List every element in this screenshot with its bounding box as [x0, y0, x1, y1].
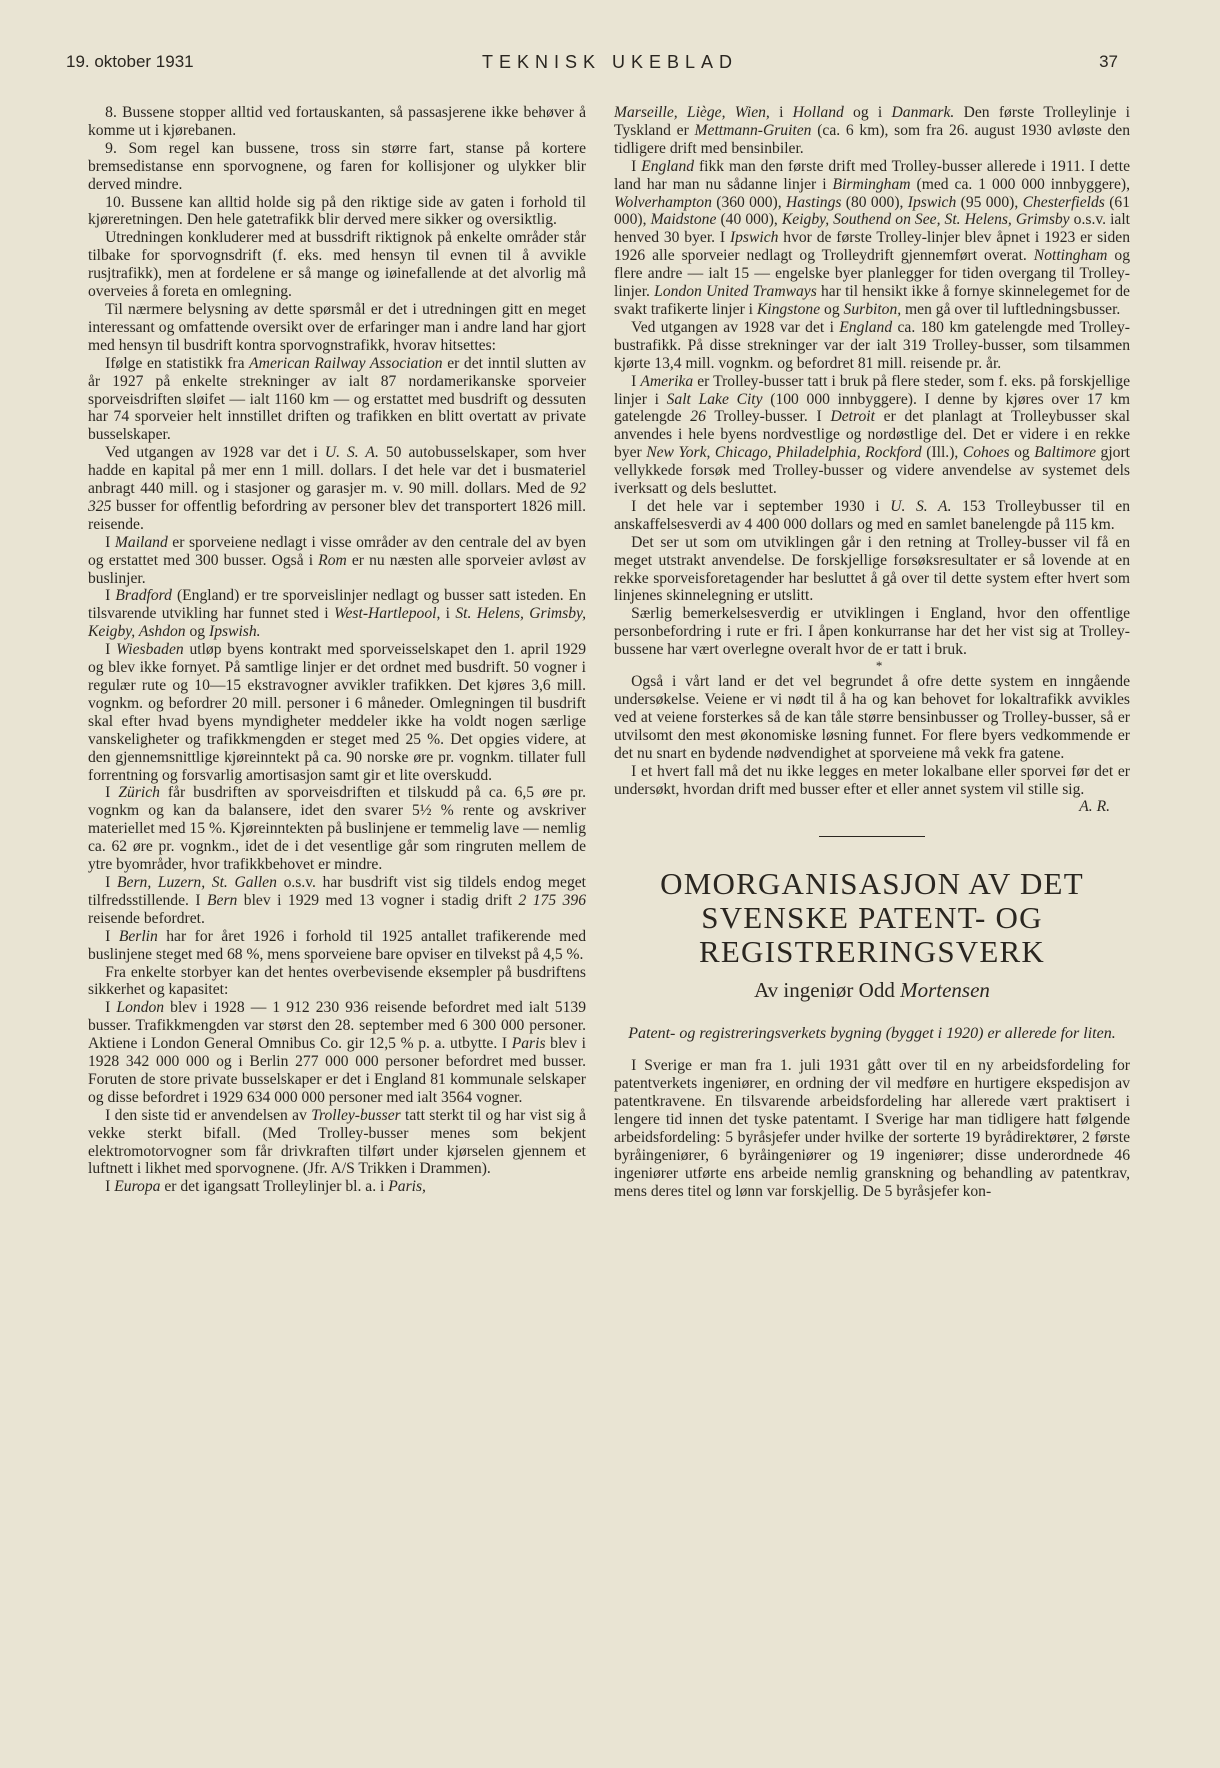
paragraph: Ved utgangen av 1928 var det i U. S. A. 50 autobusselskaper, som hver hadde en kapital på mer enn 1 mill. dollars. I det hele var det i busmateriel anbragt 440 mill. og i stasjoner og garasjer m. v. 90 mill. dollars. Med de 92 325 busser for offentlig befordring av personer blev det transportert 1826 mill. reisende. — [88, 444, 586, 533]
paragraph: I Wiesbaden utløp byens kontrakt med sporveisselskapet den 1. april 1929 og blev ikke fornyet. På samtlige linjer er det ordnet med busdrift. 50 vogner i regulær rute og 10—15 ekstravogner avvikler trafikken. Det kjøres 3,6 mill. vognkm. og befordrer 20 mill. personer i 6 måneder. Omlegningen til busdrift skal efter hvad byens myndigheter meddeler ikke ha voldt nogen særlige vanskeligheter og trafikkmengden er steget med 25 %. Det opgies videre, at den gjennemsnittlige kjøreinntekt på ca. 90 norske øre pr. vognkm. tillater full forrentning og forsvarlig amortisasjon samt gir et lite overskudd. — [88, 641, 586, 784]
paragraph: 9. Som regel kan bussene, tross sin større fart, stanse på kortere bremsedistanse enn sporvognene, og faren for kollisjoner og ulykker blir derved mindre. — [88, 139, 586, 193]
paragraph: I London blev i 1928 — 1 912 230 936 reisende befordret med ialt 5139 busser. Trafikkmengden var størst den 28. september med 6 300 000 personer. Aktiene i London General Omnibus Co. gir 12,5 % p. a. utbytte. I Paris blev i 1928 342 000 000 og i Berlin 277 000 000 personer befordret med busser. Foruten de store private busselskaper er det i England 81 kommunale selskaper og disse befordret i 1929 634 000 000 personer med ialt 3564 vogner. — [88, 999, 586, 1106]
paragraph: I Sverige er man fra 1. juli 1931 gått over til en ny arbeidsfordeling for patentverkets ingeniører, en ordning der vil medføre en hurtigere ekspedisjon av patentkravene. En tilsvarende arbeidsfordeling har allerede vært praktisert i lengere tid innen det tyske patentamt. I Sverige har man tidligere hatt følgende arbeidsfordeling: 5 byråsjefer under hvilke der sorterte 19 byrådirektører, 2 første byråingeniører, 6 byråingeniører og 19 ingeniører; disse underordnede 46 ingeniører utførte ens arbeide nemlig granskning og behandling av patentkrav, mens deres titel og lønn var forskjellig. De 5 byråsjefer kon- — [614, 1057, 1130, 1200]
paragraph: I Amerika er Trolley-busser tatt i bruk på flere steder, som f. eks. på forskjellige linjer i Salt Lake City (100 000 innbyggere). I denne by kjøres over 17 km gatelengde 26 Trolley-busser. I Detroit er det planlagt at Trolleybusser skal anvendes i hele byens nordvestlige og nordøstlige del. Det er videre i en rekke byer New York, Chicago, Philadelphia, Rockford (Ill.), Cohoes og Baltimore gjort vellykkede forsøk med Trolley-busser og videre anvendelse av systemet dels iverksatt og dels besluttet. — [614, 372, 1131, 498]
journal-title: TEKNISK UKEBLAD — [481, 52, 739, 72]
paragraph: 8. Bussene stopper alltid ved fortauskanten, så passasjerene ikke behøver å komme ut i kjørebanen. — [88, 104, 586, 139]
article-headline: OMORGANISASJON AV DET SVENSKE PATENT- OG REGISTRERINGSVERK — [660, 866, 1084, 970]
divider-rule — [819, 836, 925, 837]
page-header — [0, 52, 1220, 82]
paragraph: Ifølge en statistikk fra American Railway Association er det inntil slutten av år 1927 på enkelte strekninger av ialt 87 nordamerikanske sporveier sporveisdriften sløifet — ialt 1160 km — og erstattet med busdrift og dessuten har 74 sporveier helt innstillet driften og trafikken en blitt overtatt av private busselskaper. — [88, 354, 587, 444]
paragraph: I den siste tid er anvendelsen av Trolley-busser tatt sterkt til og har vist sig å vekke sterkt bifall. (Med Trolley-busser menes som bekjent elektromotorvogner som får drivkraften tilført under kjørselen gjennem et luftnett i likhet med sporvognene. (Jfr. A/S Trikken i Drammen). — [88, 1106, 586, 1178]
paragraph: Også i vårt land er det vel begrundet å ofre dette system en inngående undersøkelse. Veiene er vi nødt til å ha og kan behovet for lokaltrafikk avvikles ved at veiene forsterkes så de kan tåle større bensinbusser og Trolley-busser, så er utvilsomt den mest økonomiske løsning funnet. For flere byers vedkommende er det nu snart en bydende nødvendighet at sporveiene må vekk fra gatene. — [614, 673, 1130, 762]
paragraph: I Europa er det igangsatt Trolleylinjer bl. a. i Paris, — [105, 1178, 426, 1196]
paragraph: Det ser ut som om utviklingen går i den retning at Trolley-busser vil få en meget utstrakt anvendelse. De forskjellige forsøksresultater er så lovende at en rekke sporveisforetagender har besluttet å gå over til dette system efter hvert som linjenes skinnelegning er utslitt. — [614, 533, 1130, 605]
paragraph: I det hele var i september 1930 i U. S. A. 153 Trolleybusser til en anskaffelsesverdi av 4 400 000 dollars og med en samlet banelengde på 115 km. — [614, 497, 1130, 533]
paragraph: Marseille, Liège, Wien, i Holland og i Danmark. Den første Trolleylinje i Tyskland er Mettmann-Gruiten (ca. 6 km), som fra 26. august 1930 avløste den tidligere drift med bensinbiler. — [614, 104, 1130, 157]
paragraph: I Berlin har for året 1926 i forhold til 1925 antallet trafikerende med buslinjene steget med 68 %, mens sporveiene bare opviser en tilvekst på 4,5 %. — [88, 927, 586, 963]
paragraph: Ved utgangen av 1928 var det i England ca. 180 km gatelengde med Trolley-bustrafikk. På disse strekninger var der ialt 319 Trolley-busser, som tilsammen kjørte 13,4 mill. vognkm. og befordret 81 mill. reisende pr. år. — [614, 318, 1130, 372]
paragraph: I et hvert fall må det nu ikke legges en meter lokalbane eller sporvei før det er undersøkt, hvordan drift med busser efter et eller annet system vil stille sig. — [614, 762, 1130, 798]
right-column — [614, 104, 1130, 1201]
left-column — [88, 104, 586, 1196]
paragraph: Utredningen konkluderer med at bussdrift riktignok på enkelte områder står tilbake for sporvognsdrift (f. eks. med hensyn til evnen til å avvikle rusjtrafikk), men at fordelene er så mange og iøinefallende at det alvorlig må overveies å foreta en omlegning. — [88, 229, 586, 301]
paragraph: I England fikk man den første drift med Trolley-busser allerede i 1911. I dette land har man nu sådanne linjer i Birmingham (med ca. 1 000 000 innbyggere), Wolverhampton (360 000), Hastings (80 000), Ipswich (95 000), Chesterfields (61 000), Maidstone (40 000), Keigby, Southend on See, St. Helens, Grimsby o.s.v. ialt henved 30 byer. I Ipswich hvor de første Trolley-linjer blev åpnet i 1923 er siden 1926 alle sporveier nedlagt og Trolleydrift gjennemført overat. Nottingham og flere andre — ialt 15 — engelske byer planlegger for tiden overgang til Trolley-linjer. London United Tramways har til hensikt ikke å fornye skinnelegemet for de svakt trafikerte linjer i Kingstone og Surbiton, men gå over til luftledningsbusser. — [614, 157, 1131, 318]
section-separator-asterisk: * — [875, 658, 883, 674]
paragraph: I Zürich får busdriften av sporveisdriften et tilskudd på ca. 6,5 øre pr. vognkm og kan da balansere, idet den svarer 5½ % rente og avskriver materiellet med 15 %. Kjøreinntekten på buslinjene er temmelig lave — nemlig ca. 62 øre pr. vognkm., idet de i det vesentlige går som ringruten mellem de ytre byområder, hvor trafikkbehovet er mindre. — [88, 784, 586, 874]
paragraph: Særlig bemerkelsesverdig er utviklingen i England, hvor den offentlige personbefordring i rute er fri. I åpen konkurranse har det her vist sig at Trolley-bussene har vært overlegne overalt hvor de er tatt i bruk. — [614, 605, 1130, 659]
figure-caption: Patent- og registreringsverkets bygning (bygget i 1920) er allerede for liten. — [628, 1025, 1116, 1043]
paragraph: 10. Bussene kan alltid holde sig på den riktige side av gaten i forhold til kjøreretningen. Den hele gatetrafikk blir derved mere sikker og oversiktlig. — [88, 193, 586, 229]
paragraph: I Mailand er sporveiene nedlagt i visse områder av den centrale del av byen og erstattet med 300 busser. Også i Rom er nu næsten alle sporveier avløst av buslinjer. — [88, 533, 587, 587]
article-byline: Av ingeniør Odd Mortensen — [754, 978, 990, 1003]
page-number: 37 — [1099, 52, 1118, 71]
paragraph: Til nærmere belysning av dette spørsmål er det i utredningen gitt en meget interessant og omfattende oversikt over de erfaringer man i andre land har gjort med hensyn til busdrift kontra sporvognstrafikk, hvorav hitsettes: — [88, 300, 586, 354]
author-initials: A. R. — [1079, 798, 1110, 816]
issue-date: 19. oktober 1931 — [66, 52, 194, 71]
paragraph: Fra enkelte storbyer kan det hentes overbevisende eksempler på busdriftens sikkerhet og kapasitet: — [88, 963, 586, 999]
paragraph: I Bradford (England) er tre sporveislinjer nedlagt og busser satt isteden. En tilsvarende utvikling har funnet sted i West-Hartlepool, i St. Helens, Grimsby, Keigby, Ashdon og Ipswish. — [88, 587, 587, 641]
paragraph: I Bern, Luzern, St. Gallen o.s.v. har busdrift vist sig tildels endog meget tilfredsstillende. I Bern blev i 1929 med 13 vogner i stadig drift 2 175 396 reisende befordret. — [88, 873, 586, 927]
